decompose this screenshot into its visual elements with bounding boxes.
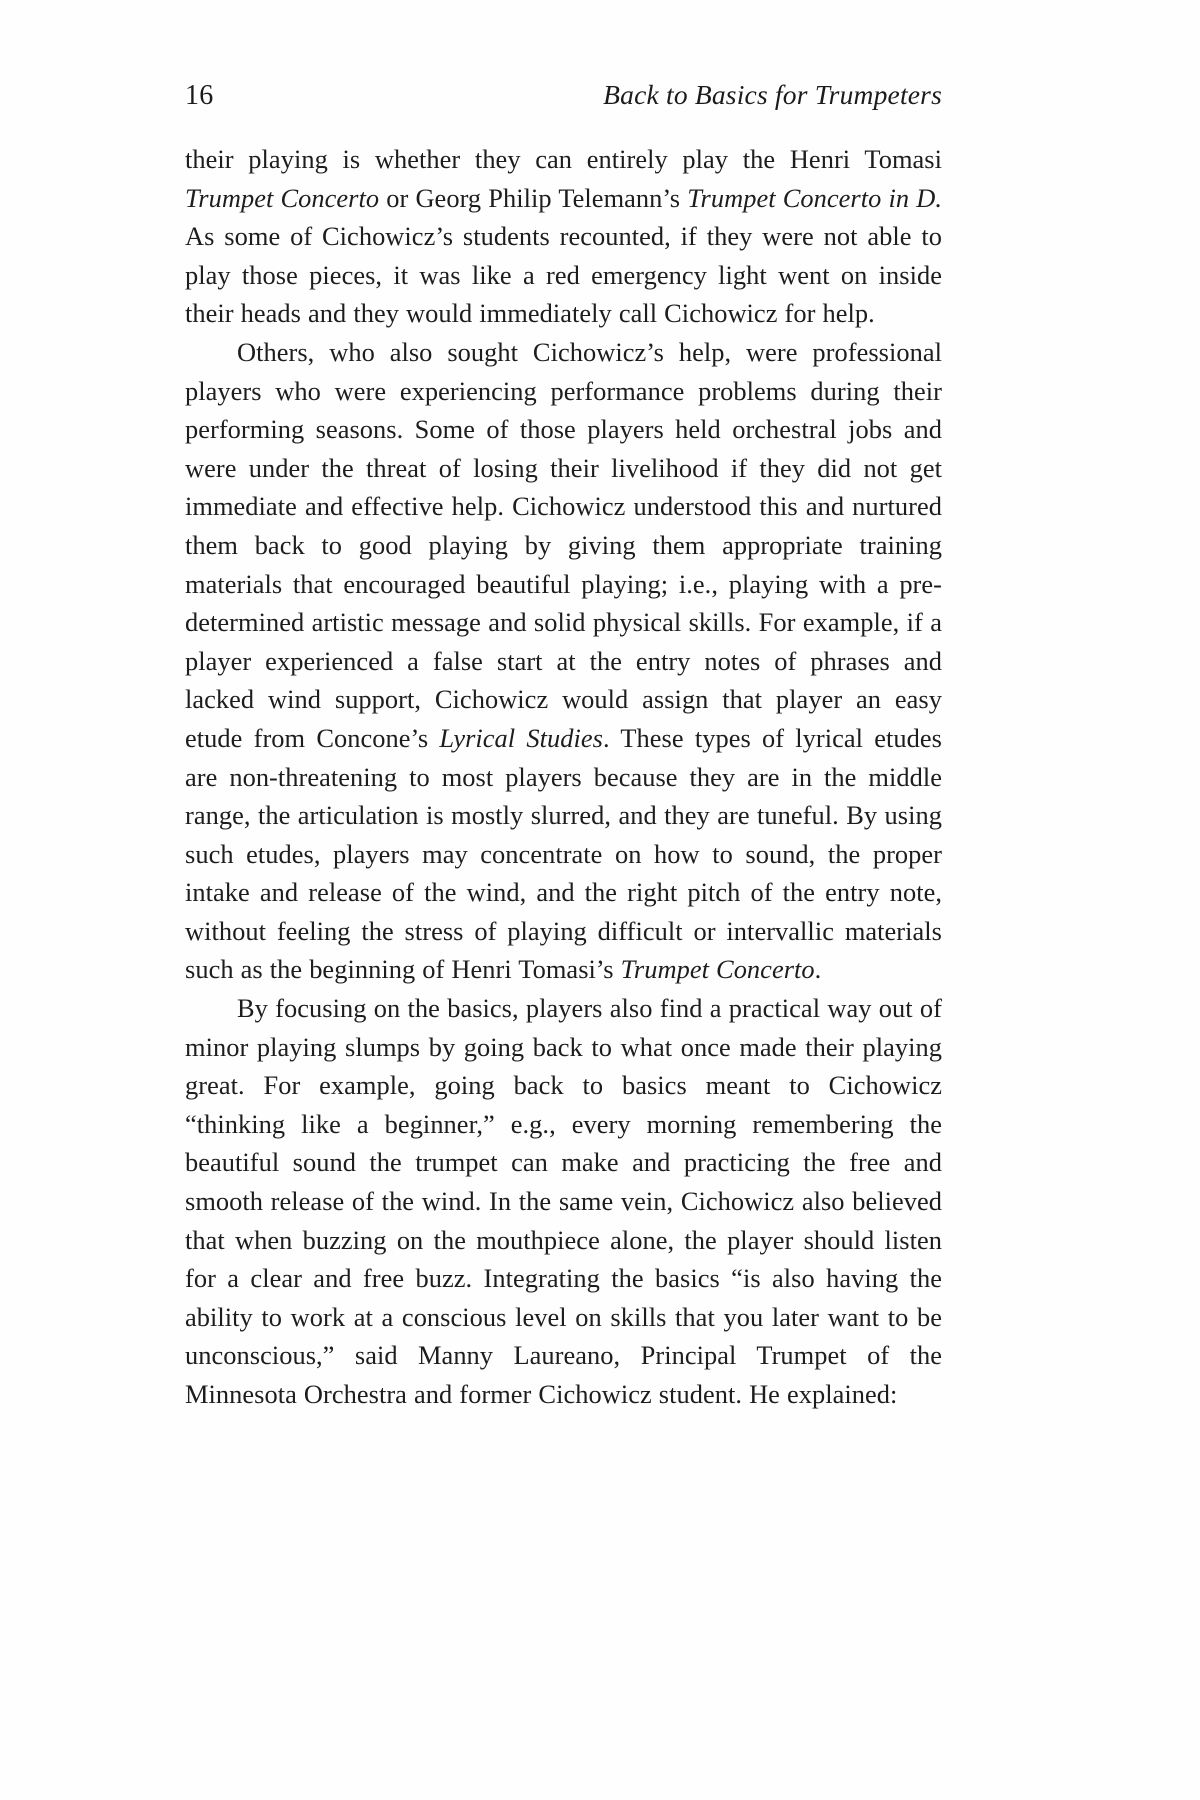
paragraph-3 — [185, 989, 942, 1414]
italic-title: Trumpet Concerto — [185, 182, 380, 213]
text-run: . These types of lyrical etudes are non-threatening to most players because they are in the middle range, the articulation is mostly slurred, and they are tuneful. By using such etudes, players may concentrate on how to sound, the proper intake and release of the wind, and the right pitch of the entry note, without feeling the stress of playing difficult or intervallic materials such as the beginning of Henri Tomasi’s — [185, 722, 942, 985]
text-run: As some of Cichowicz’s students recounted, if they were not able to play those pieces, it was like a red emergency light went on inside their heads and they would immediately call Cichowicz for help. — [185, 221, 942, 329]
paragraph-1 — [185, 140, 942, 333]
text-run: their playing is whether they can entirely play the Henri Tomasi — [185, 144, 942, 174]
text-run: or Georg Philip Telemann’s — [379, 182, 688, 213]
running-title: Back to Basics for Trumpeters — [603, 79, 942, 110]
italic-title: Trumpet Concerto in D. — [687, 182, 942, 213]
paragraph-2 — [185, 333, 942, 989]
running-head — [185, 78, 942, 112]
text-run: . — [814, 954, 822, 985]
page-number: 16 — [185, 80, 214, 111]
italic-title: Trumpet Concerto — [620, 954, 815, 985]
body-text-block — [185, 140, 942, 1414]
text-run: Others, who also sought Cichowicz’s help, were professional players who were experiencing performance problems during their performing seasons. Some of those players held orchestral jobs and were under the threat of losing their livelihood if they did not get immediate and effective help. Cichowicz understood this and nurtured them back to good playing by giving them appropriate training materials that encouraged beautiful playing; i.e., playing with a pre-determined artistic message and solid physical skills. For example, if a player experienced a false start at the entry notes of phrases and lacked wind support, Cichowicz would assign that player an easy etude from Concone’s — [185, 336, 942, 753]
text-run: By focusing on the basics, players also find a practical way out of minor playing slumps by going back to what once made their playing great. For example, going back to basics meant to Cichowicz “thinking like a beginner,” e.g., every morning remembering the beautiful sound the trumpet can make and practicing the free and smooth release of the wind. In the same vein, Cichowicz also believed that when buzzing on the mouthpiece alone, the player should listen for a clear and free buzz. Integrating the basics “is also having the ability to work at a conscious level on skills that you later want to be unconscious,” said Manny Laureano, Principal Trumpet of the Minnesota Orchestra and former Cichowicz student. He explained: — [185, 993, 942, 1409]
italic-title: Lyrical Studies — [439, 722, 603, 753]
